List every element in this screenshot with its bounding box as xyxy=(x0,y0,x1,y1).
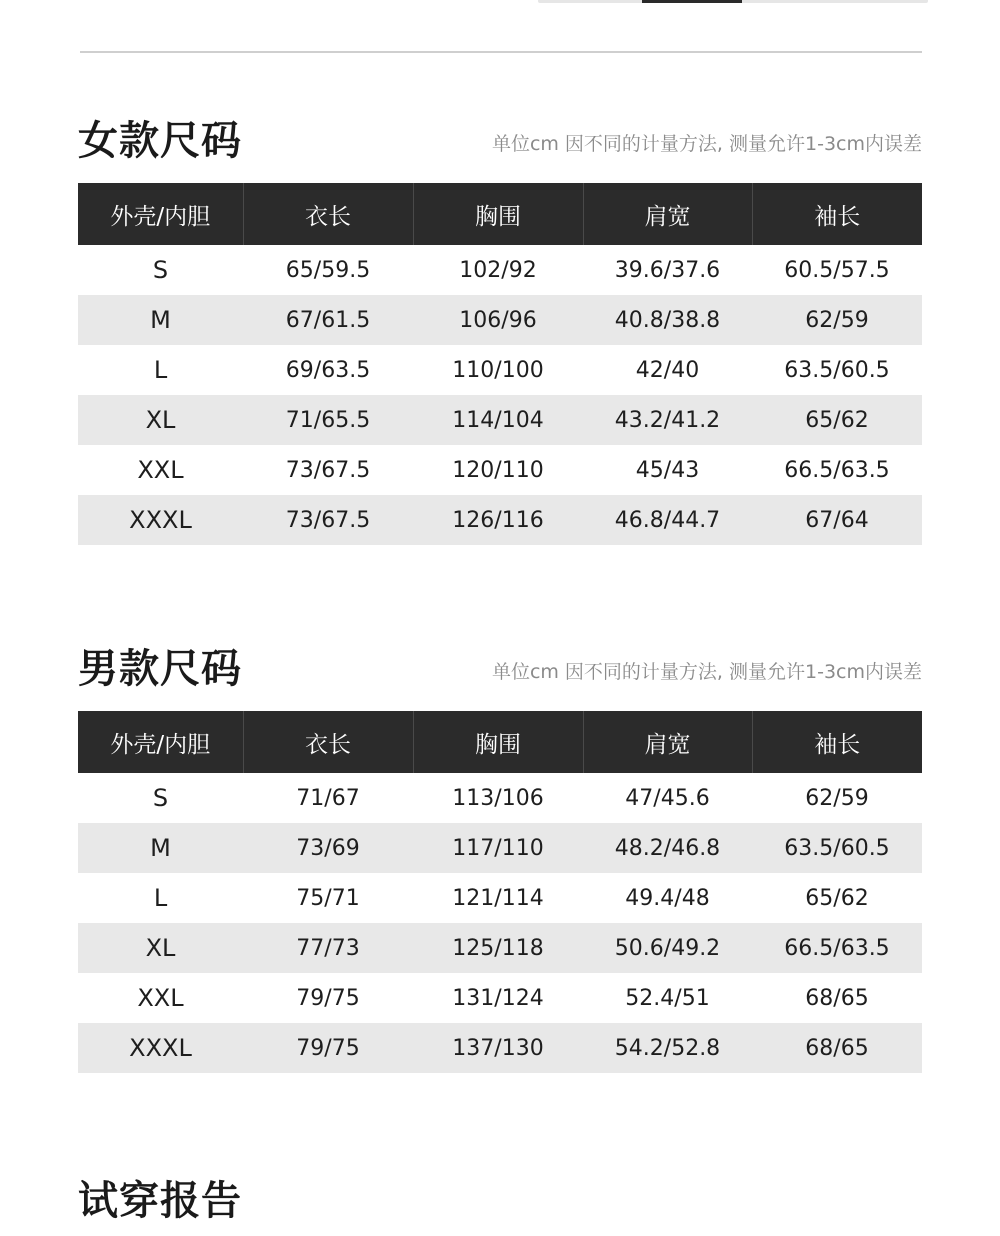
column-header: 肩宽 xyxy=(583,711,752,773)
table-cell: 71/65.5 xyxy=(243,395,413,445)
column-header: 外壳/内胆 xyxy=(78,183,243,245)
table-cell: 65/62 xyxy=(752,395,922,445)
table-cell: 66.5/63.5 xyxy=(784,457,890,483)
fitting-report-title: 试穿报告 xyxy=(78,1178,242,1224)
size-cell: XXXL xyxy=(78,1023,243,1073)
column-header: 袖长 xyxy=(752,183,922,245)
size-cell: XXXL xyxy=(78,495,243,545)
size-cell: XXL xyxy=(137,984,184,1012)
size-cell: L xyxy=(153,356,168,384)
table-cell: 45/43 xyxy=(635,457,700,483)
table-cell: 68/65 xyxy=(752,1023,922,1073)
table-row xyxy=(78,395,922,445)
table-cell: 79/75 xyxy=(296,985,360,1011)
column-header: 袖长 xyxy=(752,711,922,773)
table-cell: 39.6/37.6 xyxy=(614,257,721,283)
table-cell: 65/59.5 xyxy=(285,257,371,283)
table-cell: 69/63.5 xyxy=(285,357,371,383)
column-header: 衣长 xyxy=(243,711,413,773)
size-cell: XXL xyxy=(137,456,184,484)
size-cell: M xyxy=(78,823,243,873)
table-header-row xyxy=(78,183,922,245)
men-size-section xyxy=(78,638,922,1073)
fitting-report-section xyxy=(78,1170,922,1232)
table-row xyxy=(78,823,922,873)
table-cell: 77/73 xyxy=(243,923,413,973)
table-cell: 73/69 xyxy=(243,823,413,873)
size-cell: S xyxy=(152,256,169,284)
table-cell: 102/92 xyxy=(459,257,537,283)
table-cell: 63.5/60.5 xyxy=(784,357,890,383)
table-cell: 47/45.6 xyxy=(625,785,710,811)
men-size-header xyxy=(78,638,922,700)
column-header: 胸围 xyxy=(413,183,583,245)
table-row xyxy=(78,445,922,495)
men-size-title: 男款尺码 xyxy=(78,646,242,692)
column-header: 胸围 xyxy=(413,711,583,773)
table-cell: 43.2/41.2 xyxy=(583,395,752,445)
table-row xyxy=(78,1023,922,1073)
divider xyxy=(80,51,922,53)
table-cell: 66.5/63.5 xyxy=(752,923,922,973)
size-cell: M xyxy=(78,295,243,345)
men-size-note: 单位cm 因不同的计量方法, 测量允许1-3cm内误差 xyxy=(491,661,922,683)
table-cell: 40.8/38.8 xyxy=(583,295,752,345)
table-cell: 60.5/57.5 xyxy=(784,257,890,283)
table-cell: 67/64 xyxy=(752,495,922,545)
top-tab-indicator xyxy=(538,0,928,3)
table-cell: 79/75 xyxy=(243,1023,413,1073)
table-cell: 125/118 xyxy=(413,923,583,973)
table-cell: 48.2/46.8 xyxy=(583,823,752,873)
table-cell: 52.4/51 xyxy=(625,985,710,1011)
size-cell: L xyxy=(153,884,168,912)
table-cell: 113/106 xyxy=(452,785,544,811)
table-cell: 117/110 xyxy=(413,823,583,873)
women-size-note: 单位cm 因不同的计量方法, 测量允许1-3cm内误差 xyxy=(491,133,922,155)
table-cell: 120/110 xyxy=(452,457,544,483)
column-header: 衣长 xyxy=(243,183,413,245)
column-header: 外壳/内胆 xyxy=(78,711,243,773)
table-cell: 49.4/48 xyxy=(625,885,710,911)
table-row xyxy=(78,345,922,395)
table-cell: 73/67.5 xyxy=(285,457,371,483)
table-cell: 63.5/60.5 xyxy=(752,823,922,873)
size-cell: XL xyxy=(78,395,243,445)
size-cell: S xyxy=(152,784,169,812)
table-row xyxy=(78,923,922,973)
women-size-title: 女款尺码 xyxy=(78,118,242,164)
women-size-table xyxy=(78,183,922,545)
table-cell: 121/114 xyxy=(452,885,544,911)
table-cell: 46.8/44.7 xyxy=(583,495,752,545)
women-size-header xyxy=(78,110,922,172)
women-size-section xyxy=(78,110,922,545)
column-header: 肩宽 xyxy=(583,183,752,245)
table-cell: 68/65 xyxy=(805,985,869,1011)
table-cell: 65/62 xyxy=(805,885,869,911)
size-cell: XL xyxy=(78,923,243,973)
table-row xyxy=(78,245,922,295)
table-cell: 114/104 xyxy=(413,395,583,445)
table-cell: 50.6/49.2 xyxy=(583,923,752,973)
table-cell: 110/100 xyxy=(452,357,544,383)
table-cell: 42/40 xyxy=(635,357,700,383)
table-cell: 131/124 xyxy=(452,985,544,1011)
table-cell: 137/130 xyxy=(413,1023,583,1073)
table-cell: 71/67 xyxy=(296,785,360,811)
men-size-table xyxy=(78,711,922,1073)
table-row xyxy=(78,773,922,823)
table-cell: 75/71 xyxy=(296,885,360,911)
table-cell: 62/59 xyxy=(752,295,922,345)
table-header-row xyxy=(78,711,922,773)
table-cell: 62/59 xyxy=(805,785,869,811)
table-cell: 67/61.5 xyxy=(243,295,413,345)
table-row xyxy=(78,295,922,345)
table-row xyxy=(78,495,922,545)
table-cell: 106/96 xyxy=(413,295,583,345)
table-cell: 54.2/52.8 xyxy=(583,1023,752,1073)
table-row xyxy=(78,973,922,1023)
table-row xyxy=(78,873,922,923)
table-cell: 73/67.5 xyxy=(243,495,413,545)
active-tab-marker xyxy=(642,0,742,3)
table-cell: 126/116 xyxy=(413,495,583,545)
